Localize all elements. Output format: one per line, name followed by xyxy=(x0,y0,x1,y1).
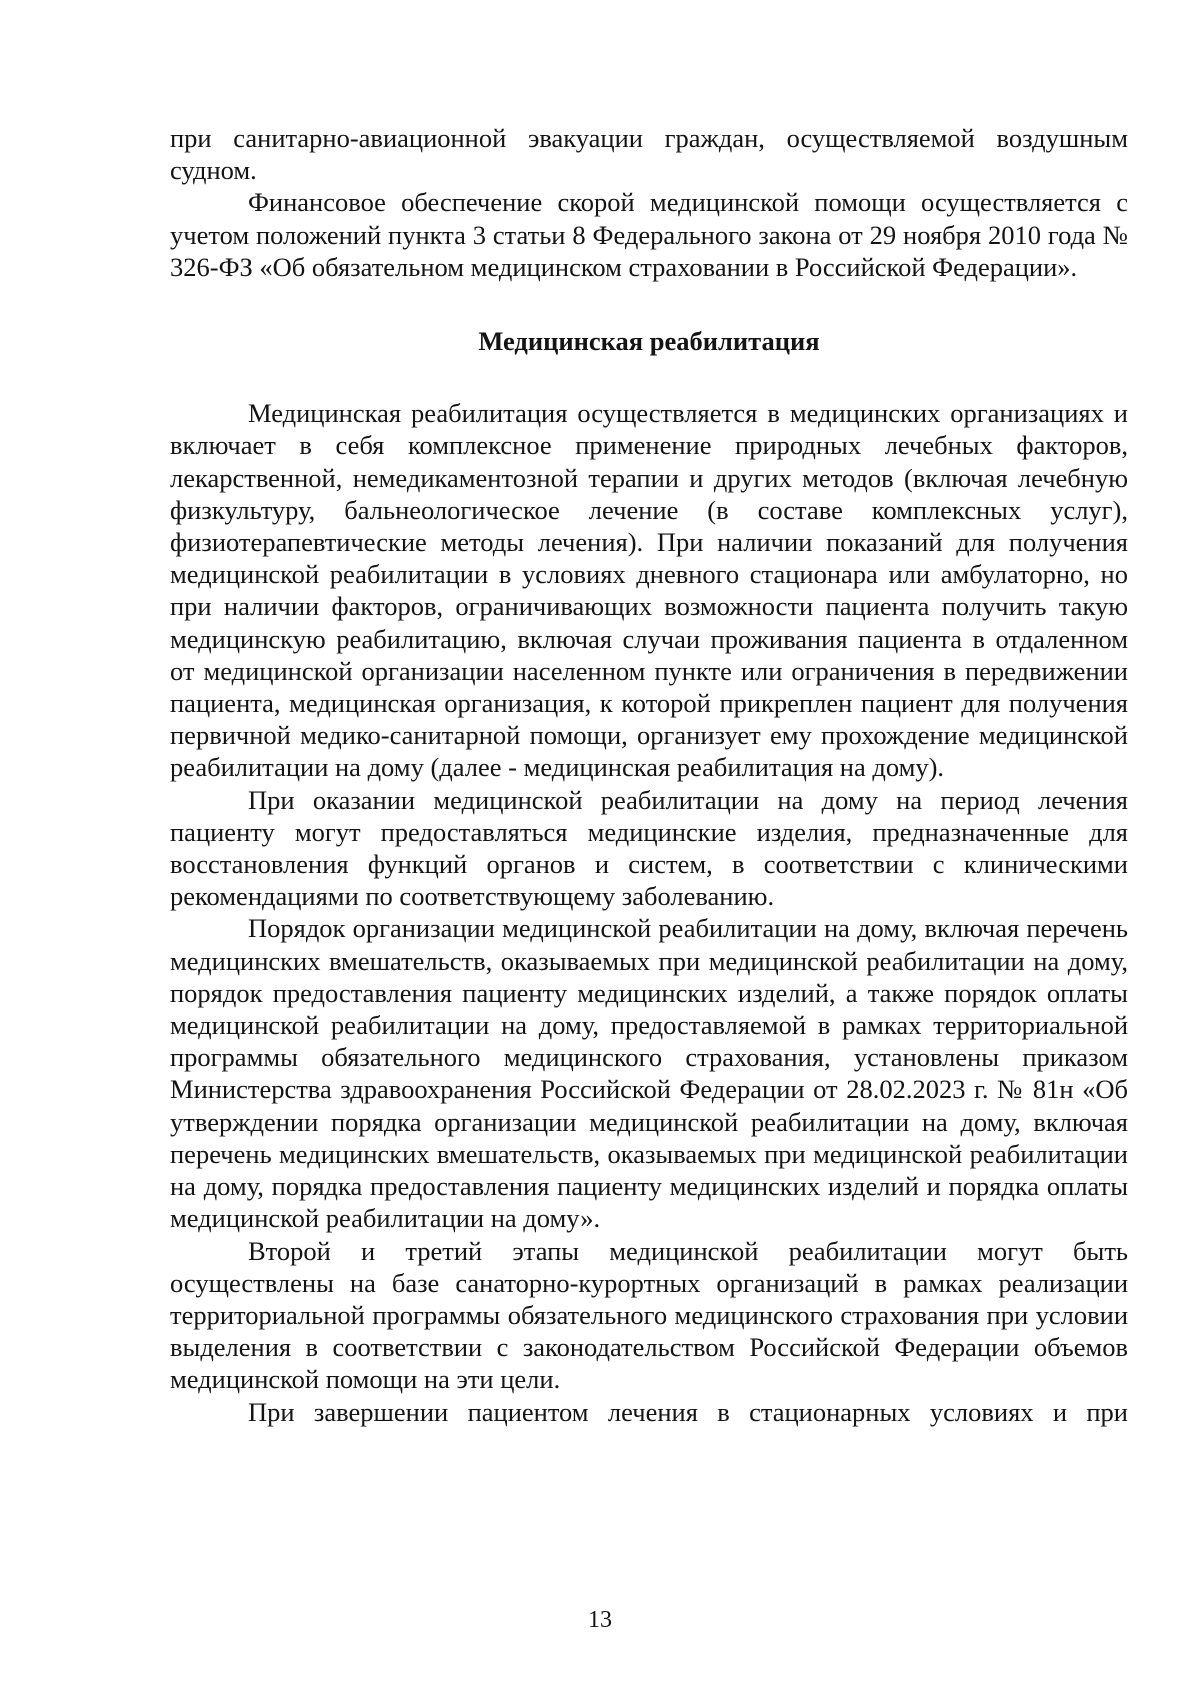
paragraph-continuation: при санитарно-авиационной эвакуации граждан, осуществляемой воздушным судном. xyxy=(170,123,1128,186)
paragraph-medical-devices: При оказании медицинской реабилитации на дому на период лечения пациенту могут предоставляться медицинские изделия, предназначенные для восстановления функций органов и систем, в соответствии с клиническими рекомендациями по соответствующему заболеванию. xyxy=(170,784,1128,912)
page-number: 13 xyxy=(588,1607,612,1633)
section-heading: Медицинская реабилитация xyxy=(478,326,820,357)
paragraph-completion-of-treatment: При завершении пациентом лечения в стационарных условиях и при xyxy=(248,1396,1128,1427)
paragraph-financing: Финансовое обеспечение скорой медицинской помощи осуществляется с учетом положений пункта 3 статьи 8 Федерального закона от 29 ноября 2010 года № 326-ФЗ «Об обязательном медицинском страховании в Российской Федерации». xyxy=(170,187,1128,282)
document-body xyxy=(170,122,1128,1428)
paragraph-rehabilitation-intro: Медицинская реабилитация осуществляется в медицинских организациях и включает в себя комплексное применение природных лечебных факторов, лекарственной, немедикаментозной терапии и других методов (включая лечебную физкультуру, бальнеологическое лечение (в составе комплексных услуг), физиотерапевтические методы лечения). При наличии показаний для получения медицинской реабилитации в условиях дневного стационара или амбулаторно, но при наличии факторов, ограничивающих возможности пациента получить такую медицинскую реабилитацию, включая случаи проживания пациента в отдаленном от медицинской организации населенном пункте или ограничения в передвижении пациента, медицинская организация, к которой прикреплен пациент для получения первичной медико-санитарной помощи, организует ему прохождение медицинской реабилитации на дому (далее - медицинская реабилитация на дому). xyxy=(170,398,1128,783)
paragraph-home-rehabilitation-order: Порядок организации медицинской реабилитации на дому, включая перечень медицинских вмешательств, оказываемых при медицинской реабилитации на дому, порядок предоставления пациенту медицинских изделий, а также порядок оплаты медицинской реабилитации на дому, предоставляемой в рамках территориальной программы обязательного медицинского страхования, установлены приказом Министерства здравоохранения Российской Федерации от 28.02.2023 г. № 81н «Об утверждении порядка организации медицинской реабилитации на дому, включая перечень медицинских вмешательств, оказываемых при медицинской реабилитации на дому, порядка предоставления пациенту медицинских изделий и порядка оплаты медицинской реабилитации на дому». xyxy=(170,913,1128,1234)
paragraph-sanatorium-stages: Второй и третий этапы медицинской реабилитации могут быть осуществлены на базе санаторно-курортных организаций в рамках реализации территориальной программы обязательного медицинского страхования при условии выделения в соответствии с законодательством Российской Федерации объемов медицинской помощи на эти цели. xyxy=(170,1235,1128,1395)
